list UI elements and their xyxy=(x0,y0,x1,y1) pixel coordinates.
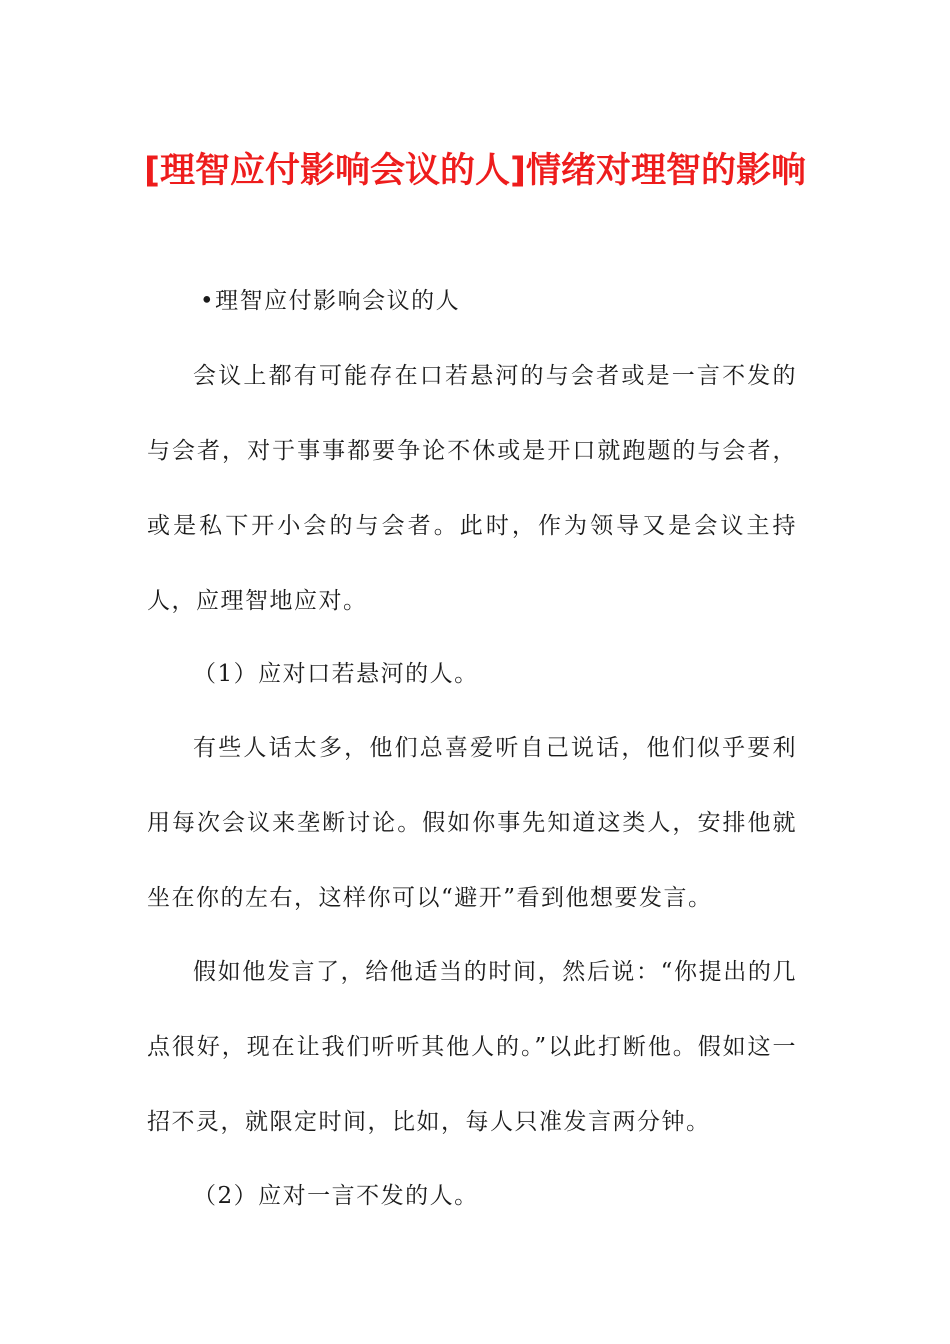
paragraph-intro: 会议上都有可能存在口若悬河的与会者或是一言不发的与会者，对于事事都要争论不休或是开口就跑题的与会者，或是私下开小会的与会者。此时，作为领导又是会议主持人，应理智地应对。 xyxy=(147,363,797,614)
subheading-talkative: （1）应对口若悬河的人。 xyxy=(193,661,479,687)
paragraph-talkative: 有些人话太多，他们总喜爱听自己说话，他们似乎要利用每次会议来垄断讨论。假如你事先知道这类人，安排他就坐在你的左右，这样你可以“避开”看到他想要发言。 xyxy=(147,735,797,911)
document-title: [理智应付影响会议的人]情绪对理智的影响 xyxy=(144,151,806,191)
subheading-silent: （2）应对一言不发的人。 xyxy=(193,1183,479,1209)
bullet-heading: •理智应付影响会议的人 xyxy=(200,288,461,314)
paragraph-interrupt: 假如他发言了，给他适当的时间，然后说：“你提出的几点很好，现在让我们听听其他人的。”以此打断他。假如这一招不灵，就限定时间，比如，每人只准发言两分钟。 xyxy=(147,959,797,1135)
